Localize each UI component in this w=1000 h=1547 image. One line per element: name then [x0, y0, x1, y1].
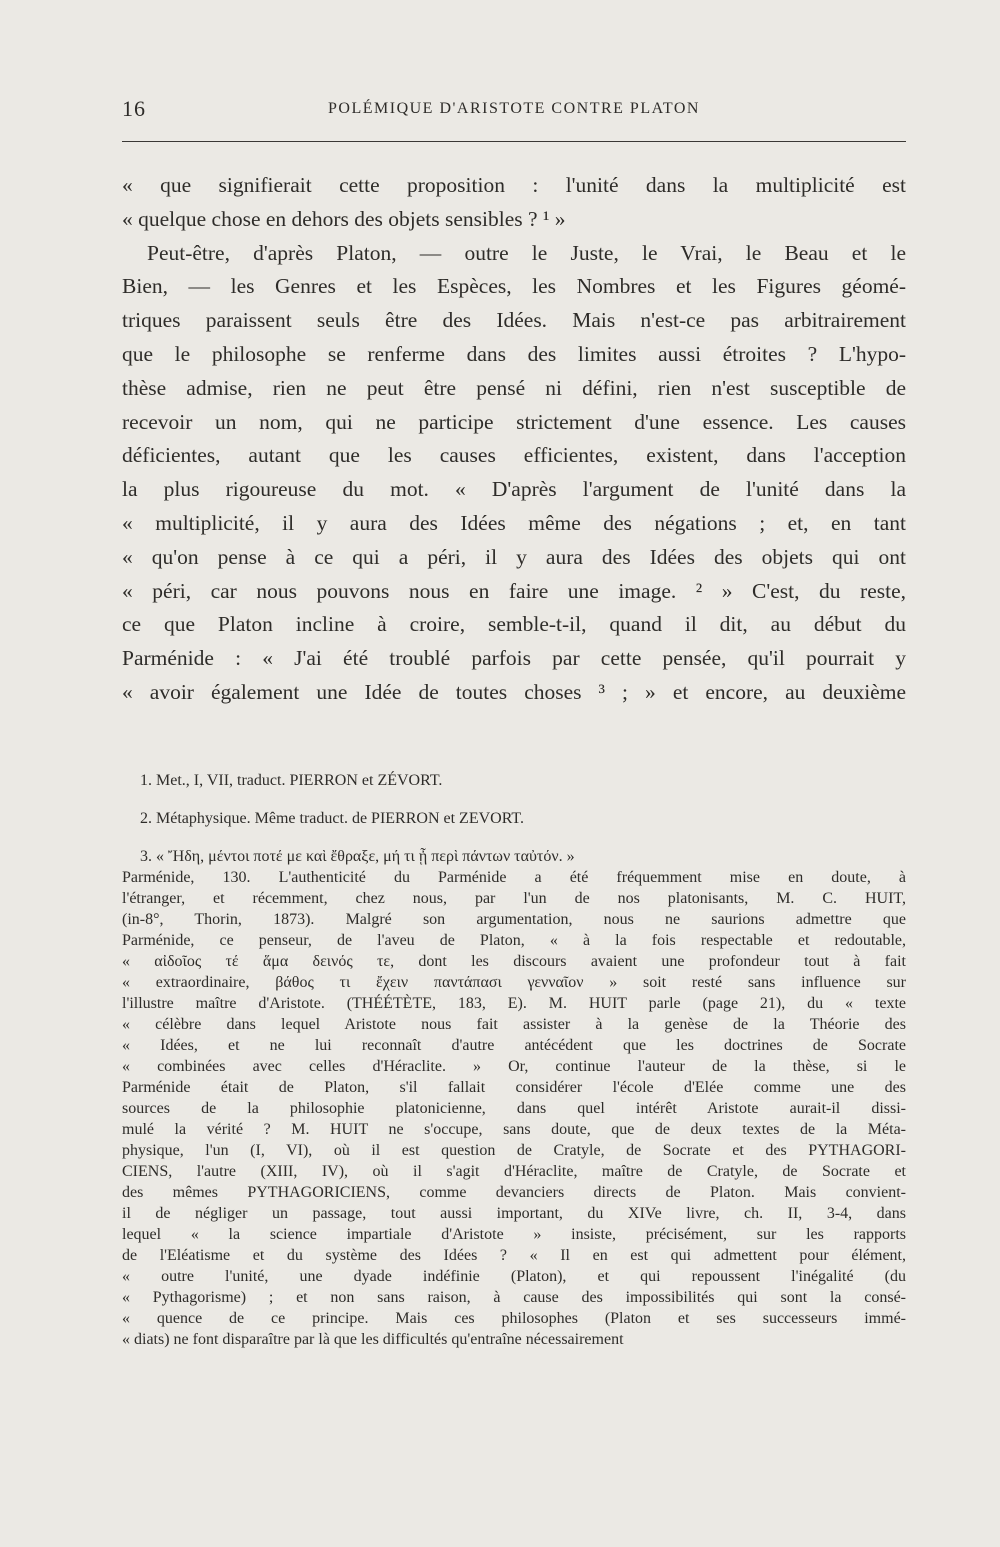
- header-rule: [122, 141, 906, 142]
- text-line: Parménide : « J'ai été troublé parfois par cette pensée, qu'il pourrait y: [122, 646, 906, 671]
- footnote-line: « extraordinaire, βάθος τι ἔχειν παντάπασι γενναῖον » soit resté sans influence sur: [122, 974, 906, 991]
- text-line: « qu'on pense à ce qui a péri, il y aura des Idées des objets qui ont: [122, 544, 906, 569]
- footnote-line: Parménide, 130. L'authenticité du Parménide a été fréquemment mise en doute, à: [122, 869, 906, 886]
- text-line: Peut-être, d'après Platon, — outre le Juste, le Vrai, le Beau et le: [147, 240, 906, 265]
- page-header: [122, 96, 906, 124]
- footnote-line: Parménide, ce penseur, de l'aveu de Platon, « à la fois respectable et redoutable,: [122, 932, 906, 949]
- footnote-line: « diats) ne font disparaître par là que les difficultés qu'entraîne nécessairement: [122, 1331, 624, 1348]
- footnotes: [122, 770, 906, 1350]
- footnote-line: lequel « la science impartiale d'Aristote » insiste, précisément, sur les rapports: [122, 1226, 906, 1243]
- page-number: 16: [122, 96, 146, 121]
- footnote-line: il de négliger un passage, tout aussi important, du XIVe livre, ch. II, 3-4, dans: [122, 1205, 906, 1222]
- text-line: thèse admise, rien ne peut être pensé ni défini, rien n'est susceptible de: [122, 375, 906, 400]
- footnote-2: 2. Métaphysique. Même traduct. de PIERRON et ZEVORT.: [140, 810, 524, 827]
- running-head: POLÉMIQUE D'ARISTOTE CONTRE PLATON: [328, 100, 700, 117]
- text-line: « quelque chose en dehors des objets sensibles ? ¹ »: [122, 206, 566, 231]
- footnote-line: (in-8°, Thorin, 1873). Malgré son argumentation, nous ne saurions admettre que: [122, 911, 906, 928]
- footnote-line: 3. « Ἤδη, μέντοι ποτέ με καὶ ἔθραξε, μή τι ᾖ περὶ πάντων ταὐτόν. »: [140, 848, 575, 865]
- footnote-line: CIENS, l'autre (XIII, IV), où il s'agit d'Héraclite, maître de Cratyle, de Socrate et: [122, 1163, 906, 1180]
- text-line: recevoir un nom, qui ne participe strictement d'une essence. Les causes: [122, 409, 906, 434]
- footnote-line: des mêmes PYTHAGORICIENS, comme devanciers directs de Platon. Mais convient-: [122, 1184, 906, 1201]
- footnote-1: 1. Met., I, VII, traduct. PIERRON et ZÉVORT.: [140, 772, 443, 789]
- main-text: [122, 169, 906, 710]
- footnote-line: « outre l'unité, une dyade indéfinie (Platon), et qui repoussent l'inégalité (du: [122, 1268, 906, 1285]
- text-line: la plus rigoureuse du mot. « D'après l'argument de l'unité dans la: [122, 477, 906, 502]
- footnote-line: « combinées avec celles d'Héraclite. » Or, continue l'auteur de la thèse, si le: [122, 1058, 906, 1075]
- footnote-line: « quence de ce principe. Mais ces philosophes (Platon et ses successeurs immé-: [122, 1310, 906, 1327]
- text-line: « que signifierait cette proposition : l'unité dans la multiplicité est: [122, 173, 906, 197]
- text-line: « péri, car nous pouvons nous en faire une image. ² » C'est, du reste,: [122, 578, 906, 603]
- footnote-line: mulé la vérité ? M. HUIT ne s'occupe, sans doute, que de deux textes de la Méta-: [122, 1121, 906, 1138]
- footnote-line: physique, l'un (I, VI), où il est question de Cratyle, de Socrate et des PYTHAGORI-: [122, 1142, 906, 1159]
- footnote-line: Parménide était de Platon, s'il fallait considérer l'école d'Elée comme une des: [122, 1079, 906, 1096]
- text-line: triques paraissent seuls être des Idées. Mais n'est-ce pas arbitrairement: [122, 308, 906, 333]
- text-line: que le philosophe se renferme dans des limites aussi étroites ? L'hypo-: [122, 341, 906, 366]
- footnote-3: [122, 846, 906, 1350]
- text-line: « avoir également une Idée de toutes choses ³ ; » et encore, au deuxième: [122, 679, 906, 704]
- footnote-line: l'étranger, et récemment, chez nous, par l'un de nos platonisants, M. C. HUIT,: [122, 890, 906, 907]
- text-line: Bien, — les Genres et les Espèces, les Nombres et les Figures géomé-: [122, 274, 906, 299]
- footnote-line: l'illustre maître d'Aristote. (THÉÉTÈTE, 183, E). M. HUIT parle (page 21), du « texte: [122, 995, 906, 1012]
- text-line: ce que Platon incline à croire, semble-t-il, quand il dit, au début du: [122, 612, 906, 637]
- footnote-line: « Pythagorisme) ; et non sans raison, à cause des impossibilités qui sont la consé-: [122, 1289, 906, 1306]
- footnote-line: « célèbre dans lequel Aristote nous fait assister à la genèse de la Théorie des: [122, 1016, 906, 1033]
- text-line: « multiplicité, il y aura des Idées même des négations ; et, en tant: [122, 510, 906, 535]
- footnote-line: sources de la philosophie platonicienne, dans quel intérêt Aristote aurait-il dissi-: [122, 1100, 906, 1117]
- text-line: déficientes, autant que les causes efficientes, existent, dans l'acception: [122, 443, 906, 468]
- footnote-line: de l'Eléatisme et du système des Idées ? « Il en est qui admettent pour élément,: [122, 1247, 906, 1264]
- footnote-line: « αἰδοῖος τέ ἅμα δεινός τε, dont les discours avaient une profondeur tout à fait: [122, 953, 906, 970]
- footnote-line: « Idées, et ne lui reconnaît d'autre antécédent que les doctrines de Socrate: [122, 1037, 906, 1054]
